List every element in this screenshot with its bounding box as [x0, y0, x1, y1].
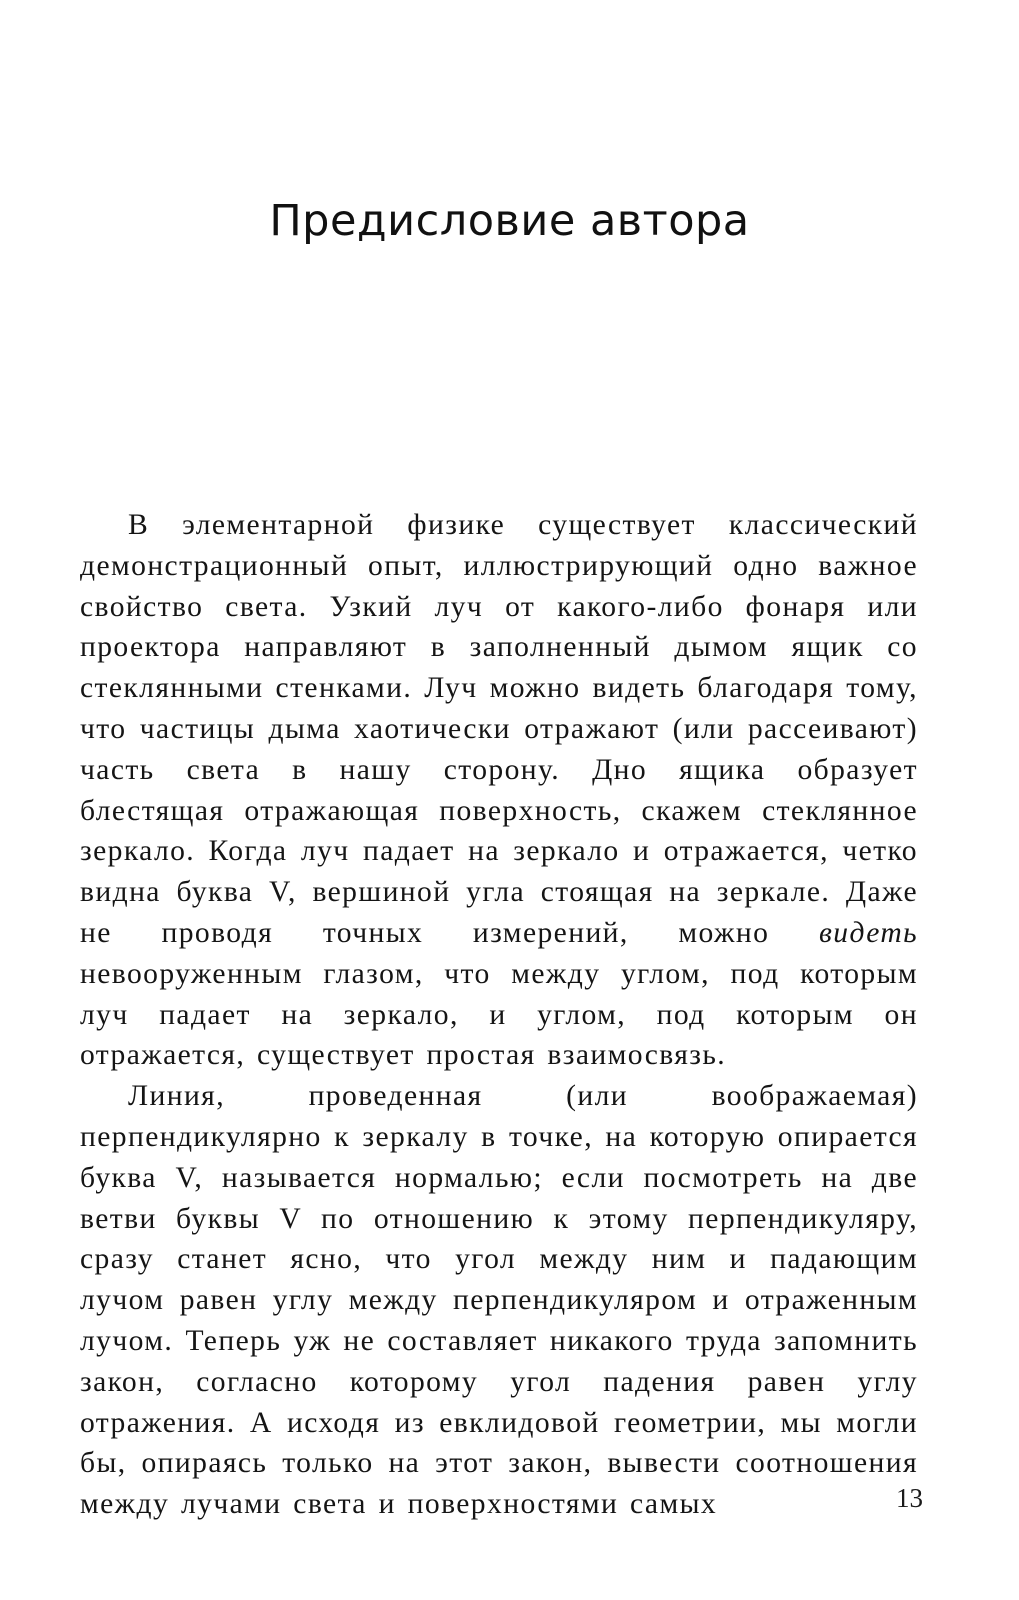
- body-text: [80, 505, 918, 1525]
- paragraph-2: Линия, проведенная (или воображаемая) перпендикулярно к зеркалу в точке, на которую опирается буква V, называется нормалью; если посмотреть на две ветви буквы V по отношению к этому перпендикуляру, сразу станет ясно, что угол между ним и падающим лучом равен углу между перпендикуляром и отраженным лучом. Теперь уж не составляет никакого труда запомнить закон, согласно которому угол падения равен углу отражения. А исходя из евклидовой геометрии, мы могли бы, опираясь только на этот закон, вывести соотношения между лучами света и поверхностями самых: [80, 1080, 918, 1521]
- page-title: Предисловие автора: [269, 196, 750, 246]
- paragraph-1-text-end: невооруженным глазом, что между углом, под которым луч падает на зеркало, и углом, под которым он отражается, существует простая взаимосвязь.: [80, 957, 918, 1072]
- paragraph-1-text-start: В элементарной физике существует классический демонстрационный опыт, иллюстрирующий одно важное свойство света. Узкий луч от какого-либо фонаря или проектора направляют в заполненный дымом ящик со стеклянными стенками. Луч можно видеть благодаря тому, что частицы дыма хаотически отражают (или рассеивают) часть света в нашу сторону. Дно ящика образует блестящая отражающая поверхность, скажем стеклянное зеркало. Когда луч падает на зеркало и отражается, четко видна буква V, вершиной угла стоящая на зеркале. Даже не проводя точных измерений, можно: [80, 509, 918, 949]
- paragraph-1: [80, 505, 918, 1076]
- paragraph-1-emphasis: видеть: [819, 916, 918, 949]
- page-number: 13: [896, 1483, 923, 1513]
